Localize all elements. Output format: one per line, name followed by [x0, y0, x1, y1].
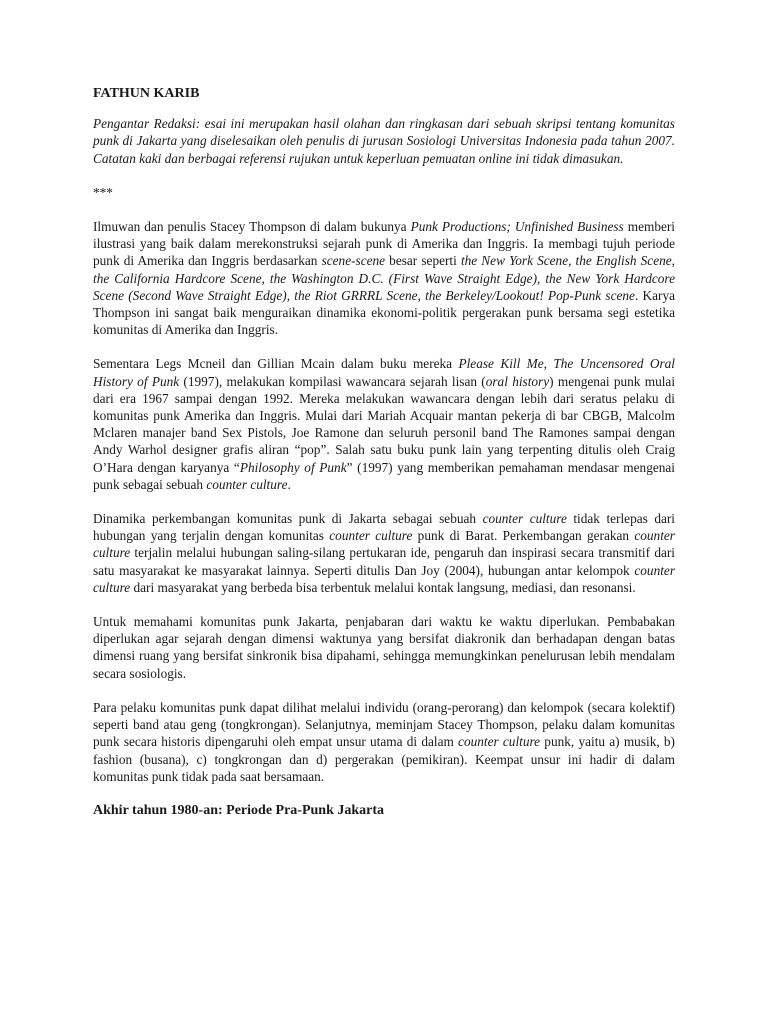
italic-term: oral history	[485, 373, 550, 389]
book-title: Punk Productions; Unfinished Business	[410, 219, 624, 235]
italic-term: counter culture	[93, 562, 675, 595]
section-heading: Akhir tahun 1980-an: Periode Pra-Punk Jakarta	[93, 802, 385, 818]
paragraph-2	[93, 355, 675, 493]
book-title: Philosophy of Punk	[239, 459, 347, 475]
paragraph-3	[93, 510, 675, 596]
text-run: memberi ilustrasi yang baik dalam merekonstruksi sejarah punk di Amerika dan Inggris. Ia membagi tujuh periode punk di Amerika dan Inggris berdasarkan	[93, 219, 675, 269]
italic-term: counter culture	[329, 528, 413, 544]
paragraph-5	[93, 699, 675, 785]
book-title: Please Kill Me, The Uncensored Oral History of Punk	[93, 356, 675, 389]
text-run: punk di Barat. Perkembangan gerakan	[412, 528, 635, 544]
italic-term: counter culture	[93, 528, 675, 561]
author-heading: FATHUN KARIB	[93, 86, 200, 101]
text-run: besar seperti	[385, 253, 461, 269]
text-run: . Karya Thompson ini sangat baik menguraikan dinamika ekonomi-politik pergerakan punk bersama segi estetika komunitas di Amerika dan Inggris.	[93, 287, 676, 338]
text-run: punk, yaitu a) musik, b) fashion (busana), c) tongkrongan dan d) pergerakan (pemikiran). Keempat unsur ini hadir di dalam komunitas punk tidak pada saat bersamaan.	[93, 734, 675, 784]
paragraph-1	[93, 218, 675, 338]
text-run: tidak terlepas dari hubungan yang terjalin dengan komunitas	[93, 511, 675, 544]
text-run: (1997), melakukan kompilasi wawancara sejarah lisan (	[179, 373, 486, 389]
italic-term: counter culture	[206, 476, 288, 492]
text-run: terjalin melalui hubungan saling-silang pertukaran ide, pengaruh dan inspirasi secara transmitif dari satu masyarakat ke masyarakat lainnya. Seperti ditulis Dan Joy (2004), hubungan antar kelompok	[93, 545, 675, 578]
text-run: Dinamika perkembangan komunitas punk di Jakarta sebagai sebuah	[93, 511, 483, 527]
section-separator: ***	[93, 184, 113, 200]
text-run: dari masyarakat yang berbeda bisa terbentuk melalui kontak langsung, mediasi, dan resonansi.	[130, 579, 636, 595]
paragraph-4: Untuk memahami komunitas punk Jakarta, penjabaran dari waktu ke waktu diperlukan. Pembabakan diperlukan agar sejarah dengan dimensi waktunya yang bersifat diakronik dan berhadapan dengan batas dimensi ruang yang bersifat sinkronik bisa dipahami, sehingga memungkinkan penelurusan lebih mendalam secara sosiologis.	[93, 614, 675, 681]
text-run: Sementara Legs Mcneil dan Gillian Mcain dalam buku mereka	[93, 356, 459, 372]
editor-intro: Pengantar Redaksi: esai ini merupakan hasil olahan dan ringkasan dari sebuah skripsi tentang komunitas punk di Jakarta yang diselesaikan oleh penulis di jurusan Sosiologi Universitas Indonesia pada tahun 2007. Catatan kaki dan berbagai referensi rujukan untuk keperluan pemuatan online ini tidak dimasukan.	[93, 116, 675, 166]
document-page	[93, 85, 675, 819]
text-run: Ilmuwan dan penulis Stacey Thompson di dalam bukunya	[93, 219, 411, 235]
italic-term: scene-scene	[321, 253, 386, 269]
text-run: Para pelaku komunitas punk dapat dilihat melalui individu (orang-perorang) dan kelompok (secara kolektif) seperti band atau geng (tongkrongan). Selanjutnya, meminjam Stacey Thompson, pelaku dalam komunitas punk secara historis dipengaruhi oleh empat unsur utama di dalam	[93, 699, 675, 750]
text-run: ) mengenai punk mulai dari era 1967 sampai dengan 1992. Mereka melakukan wawancara dengan lebih dari seratus pelaku di komunitas punk Amerika dan Inggris. Mulai dari Mariah Acquair mantan pekerja di bar CBGB, Malcolm Mclaren manajer band Sex Pistols, Joe Ramone dan seluruh personil band The Ramones sampai dengan Andy Warhol designer grafis aliran “pop”. Salah satu buku punk lain yang terpenting ditulis oleh Craig O’Hara dengan karyanya “	[93, 373, 676, 475]
text-run: .	[287, 476, 291, 492]
scene-list: the New York Scene, the English Scene, the California Hardcore Scene, the Washington D.C. (First Wave Straight Edge), the New York Hardcore Scene (Second Wave Straight Edge), the Riot GRRRL Scene, the Berkeley/Lookout! Pop-Punk scene	[93, 253, 675, 303]
italic-term: counter culture	[458, 734, 541, 750]
italic-term: counter culture	[482, 511, 567, 527]
text-run: ” (1997) yang memberikan pemahaman mendasar mengenai punk sebagai sebuah	[93, 459, 675, 492]
